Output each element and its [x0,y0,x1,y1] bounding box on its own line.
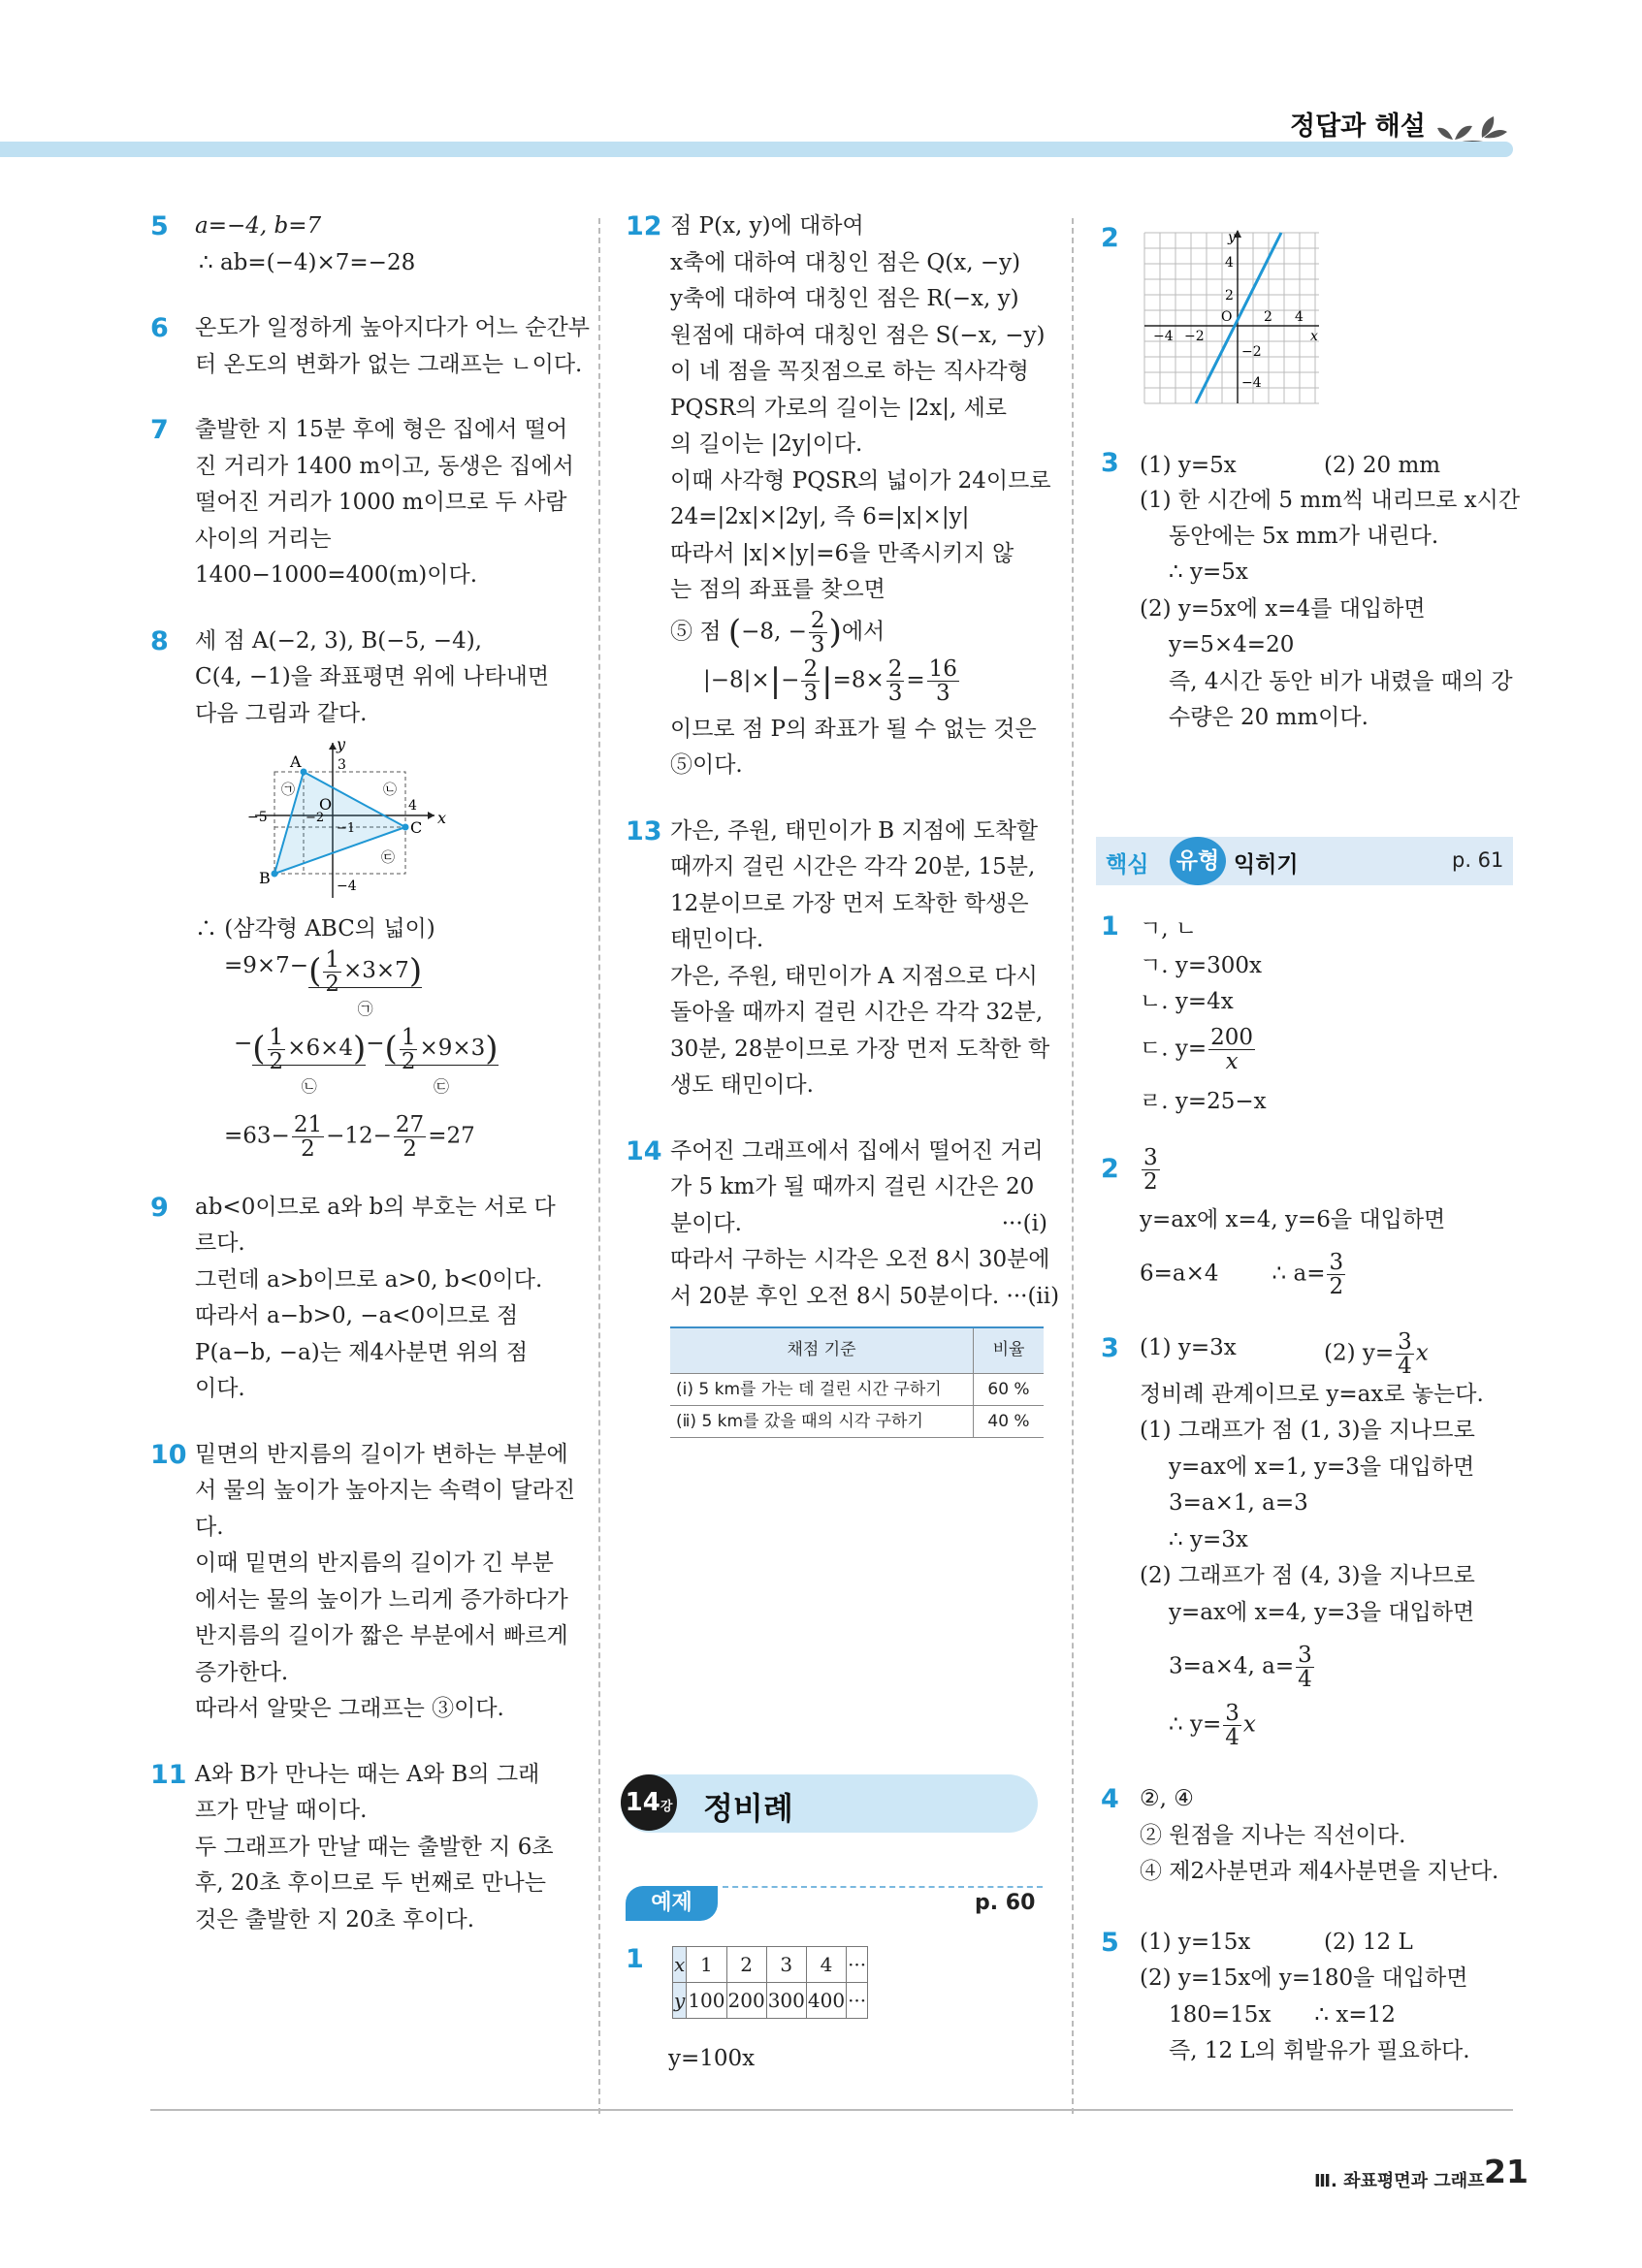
text-line: 이때 사각형 PQSR의 넓이가 24이므로 [670,467,1051,494]
frac-den: 3 [803,680,819,706]
text-line: 르다. [195,1230,245,1257]
text-line: (1) 그래프가 점 (1, 3)을 지나므로 [1140,1418,1475,1443]
text-line: ㄹ. y=25−x [1140,1089,1267,1114]
table-cell: 400 [806,1983,846,2019]
frac-den: 3 [810,631,825,657]
text-line: 점 P(x, y)에 대하여 [670,213,864,239]
answer-line: (1) y=15x [1140,1930,1251,1955]
frac-den: 4 [1225,1725,1240,1751]
frac-num: 3 [1225,1701,1240,1726]
expr: =8× [832,667,885,693]
tick-label: 4 [1295,309,1304,325]
tick-label: −1 [337,821,356,836]
text-line: 프가 만날 때이다. [195,1798,368,1824]
problem-9 [150,1190,577,1408]
table-row [670,1405,1044,1437]
tick-label: −5 [247,810,268,825]
problem-number: 6 [150,313,169,343]
answer-line: ㄱ, ㄴ [1140,916,1198,942]
text-line: PQSR의 가로의 길이는 |2x|, 세로 [670,395,1008,421]
header-title: 정답과 해설 [1290,112,1426,142]
text-line: 따라서 알맞은 그래프는 ③이다. [195,1696,504,1722]
text-line: 의 길이는 |2y|이다. [670,431,863,457]
frac-num: 1 [325,946,339,973]
text-line: ② 원점을 지나는 직선이다. [1140,1823,1406,1848]
math-line: ⑤ 점 (−8, − $\frac{2}{3}$ )에서 [670,607,885,657]
region-mark: ㉢ [381,850,395,866]
table-cell: ··· [847,1947,868,1983]
step-mark: ···(ⅰ) [1001,1210,1047,1236]
tick-label: −2 [1241,344,1262,360]
problem-number: 14 [626,1135,662,1166]
problem-number: 2 [1101,1154,1119,1184]
text-line: C(4, −1)을 좌표평면 위에 나타내면 [195,664,550,689]
example-page: p. 60 [975,1891,1036,1915]
expr: =9×7− [224,952,309,978]
expr: ×3×7 [343,958,409,984]
text-line: (2) y=5x에 x=4를 대입하면 [1140,596,1426,622]
area-line-1 [195,948,577,1026]
text-line: 출발한 지 15분 후에 형은 집에서 떨어 [195,417,568,442]
text-line: ∴ y=3x [1169,1527,1248,1552]
text-line: 가은, 주원, 태민이가 B 지점에 도착할 [670,817,1039,844]
text-line: 다음 그림과 같다. [195,700,368,726]
area-line-2 [195,1026,577,1103]
problem-number: 11 [150,1759,187,1790]
text-line: ⑤이다. [670,752,743,778]
problem-13 [626,814,1050,1104]
tick-label: −4 [1241,375,1262,391]
column-separator [598,218,600,2114]
table-cell: 100 [687,1983,726,2019]
frac-den: 2 [1143,1169,1158,1196]
text-line: 후, 20초 후이므로 두 번째로 만나는 [195,1870,546,1897]
problem-number: 4 [1101,1784,1119,1814]
problem-12 [626,208,1051,784]
problem-14 [626,1134,1060,1438]
expr: ×9×3 [419,1036,486,1062]
frac-num: 2 [803,655,819,682]
text-line: 이때 밑면의 반지름의 길이가 긴 부분 [195,1550,554,1577]
expr: − [781,667,800,693]
text-line: 즉, 12 L의 휘발유가 필요하다. [1169,2038,1470,2063]
region-mark: ㉡ [383,783,397,798]
text-line: ∴ (삼각형 ABC의 넓이) [195,916,435,942]
table-cell: 1 [687,1947,726,1983]
answer-line: (1) y=3x [1140,1335,1237,1360]
expr: ㄷ. y= [1140,1036,1207,1062]
expr: 3=a×4, a= [1169,1653,1295,1679]
tick-label: 3 [338,757,346,773]
table-header: 비율 [974,1327,1045,1373]
text-line: y축에 대하여 대칭인 점은 R(−x, y) [670,286,1019,311]
text-line: y=ax에 x=4, y=6을 대입하면 [1140,1207,1446,1232]
text-line: y=ax에 x=4, y=3을 대입하면 [1169,1600,1475,1625]
tick-label: −2 [306,811,325,825]
expr: −12− [326,1123,392,1149]
text-line: A와 B가 만나는 때는 A와 B의 그래 [195,1761,540,1787]
problem-11 [150,1757,577,1939]
tick-label: 4 [1225,255,1234,271]
text-line: 것은 출발한 지 20초 후이다. [195,1906,475,1933]
expr: x [1242,1711,1256,1738]
frac-den: 3 [887,680,903,706]
practice-banner [1096,837,1513,885]
problem-number: 13 [626,815,662,847]
section-banner [621,1774,1038,1833]
text-line: 진 거리가 1400 m이고, 동생은 집에서 [195,453,574,479]
banner-text: 익히기 [1234,852,1299,878]
table-cell: (ⅰ) 5 km를 가는 데 걸린 시간 구하기 [670,1373,974,1405]
origin-label: O [319,795,333,814]
header-bar [0,142,1513,157]
text-line [670,1206,1047,1243]
frac-den: 2 [402,1135,417,1162]
table-cell: (ⅱ) 5 km를 갔을 때의 시각 구하기 [670,1405,974,1437]
answer-line [1140,1146,1162,1194]
frac-num: 3 [1298,1643,1312,1668]
column-2 [626,208,1060,1467]
text-line: 수량은 20 mm이다. [1169,705,1368,730]
underbrace: ( $\frac{1}{2}$ ×6×4) ㉡ [252,1026,366,1101]
underbrace: ( $\frac{1}{2}$ ×9×3) ㉢ [385,1026,499,1101]
section-suffix: 강 [660,1800,673,1814]
text-line: 이므로 점 P의 좌표가 될 수 없는 것은 [670,716,1037,742]
expr: ∴ y= [1169,1711,1222,1738]
problem-7 [150,412,577,594]
text-line: y=5×4=20 [1169,632,1295,657]
expr: ×6×4 [287,1036,353,1062]
text-line: 즉, 4시간 동안 비가 내렸을 때의 강 [1169,669,1513,694]
frac-den: 2 [325,971,339,997]
text-line: 서 물의 높이가 높아지는 속력이 달라진 [195,1478,576,1504]
tick-label: −2 [1184,329,1205,344]
expr: ∴ a= [1272,1261,1326,1287]
frac-num: 16 [928,655,957,682]
text-line [1140,1251,1347,1298]
text-line: P(a−b, −a)는 제4사분면 위의 점 [195,1339,529,1365]
tick-label: 4 [408,798,417,814]
tick-label: 2 [1264,309,1272,325]
expr: 180=15x [1169,2002,1272,2028]
point-label-c: C [410,818,423,837]
text-line: 서 20분 후인 오전 8시 50분이다. ···(ⅱ) [670,1283,1060,1309]
problem-number: 3 [1101,448,1119,478]
text-line: 돌아올 때까지 걸린 시간은 각각 32분, [670,1000,1044,1025]
frac-num: 27 [395,1111,425,1137]
expr: 6=a×4 [1140,1261,1219,1287]
answer-line: (1) y=5x [1140,453,1237,478]
text-line: 때까지 걸린 시간은 각각 20분, 15분, [670,854,1036,879]
text-line [1169,1702,1256,1749]
problem-number: 9 [150,1192,169,1223]
footer-section: Ⅲ. 좌표평면과 그래프 [1314,2171,1485,2191]
problem-number: 5 [1101,1928,1119,1958]
answer-line [1324,1330,1429,1378]
axis-label-y: y [337,738,346,753]
table-cell: 300 [766,1983,806,2019]
brace-mark: ㉢ [434,1076,450,1096]
text-line: 따라서 a−b>0, −a<0이므로 점 [195,1303,519,1329]
axis-label-x: x [1310,329,1318,344]
text-line: 사이의 거리는 [195,526,332,552]
table-row [670,1373,1044,1405]
grading-table [670,1326,1044,1438]
text-line: 정비례 관계이므로 y=ax로 놓는다. [1140,1382,1484,1407]
region-mark: ㉠ [281,783,295,798]
table-cell: 60 % [974,1373,1045,1405]
section-number [621,1774,677,1831]
text-line: (1) 한 시간에 5 mm씩 내리므로 x시간 [1140,488,1521,513]
table-header: x [673,1947,687,1983]
text-line: 반지름의 길이가 짧은 부분에서 빠르게 [195,1623,568,1649]
column-1 [150,208,590,1967]
expr: =27 [428,1123,475,1149]
text-line [1140,1026,1257,1073]
example-divider [723,1886,1043,1888]
text-line: 세 점 A(−2, 3), B(−5, −4), [195,627,482,654]
banner-badge: 유형 [1170,837,1226,885]
frac-num: 2 [810,607,825,633]
frac-den: 2 [269,1048,284,1074]
banner-text: 핵심 [1106,852,1149,878]
banner-page: p. 61 [1452,848,1504,872]
text-line: 그런데 a>b이므로 a>0, b<0이다. [195,1266,543,1293]
frac-num: 1 [269,1024,284,1050]
problem-number: 3 [1101,1333,1119,1363]
expr: (2) y= [1324,1340,1395,1366]
expr: = [906,667,925,693]
frac-den: 3 [935,680,950,706]
text-line: 24=|2x|×|2y|, 즉 6=|x|×|y| [670,504,970,529]
text-line: 에서는 물의 높이가 느리게 증가하다가 [195,1586,568,1613]
text-line: 이다. [195,1376,245,1402]
text-line: ㄴ. y=4x [1140,989,1234,1014]
expr: x [1415,1340,1429,1366]
frac-den: 4 [1298,1667,1312,1693]
problem-5 [150,208,577,281]
point-label-b: B [259,869,271,887]
text-line: ④ 제2사분면과 제4사분면을 지난다. [1140,1859,1499,1884]
axis-label-x: x [437,809,447,827]
answer-line: ②, ④ [1140,1786,1194,1811]
text-line: 터 온도의 변화가 없는 그래프는 ㄴ이다. [195,351,583,377]
problem-number: 7 [150,415,169,445]
text-line: 가 5 km가 될 때까지 걸린 시간은 20 [670,1174,1035,1199]
text-line: 원점에 대하여 대칭인 점은 S(−x, −y) [670,322,1046,348]
frac-num: 3 [1398,1329,1412,1355]
table-cell: 40 % [974,1405,1045,1437]
example-tag: 예제 [626,1886,718,1921]
frac-num: 2 [887,655,903,682]
table-cell: 2 [726,1947,766,1983]
area-line-3 [195,1113,577,1161]
frac-den: 2 [301,1135,315,1162]
problem-number: 1 [626,1944,644,1974]
expr: =63− [224,1123,290,1149]
frac-num: 3 [1143,1145,1158,1170]
expr: − [366,1030,385,1056]
text-line: 다. [195,1514,224,1540]
answer-line: (2) 12 L [1324,1930,1413,1955]
text-line: 3=a×1, a=3 [1169,1490,1308,1516]
problem-number: 2 [1101,223,1119,253]
page-number: 21 [1484,2153,1529,2190]
problem-number: 12 [626,211,662,241]
text-line [1169,1644,1316,1691]
text-line: 가은, 주원, 태민이가 A 지점으로 다시 [670,963,1038,989]
text-line: ㄱ. y=300x [1140,953,1262,978]
axis-label-y: y [1228,230,1236,245]
brace-mark: ㉡ [301,1076,317,1096]
table-cell: 3 [766,1947,806,1983]
text-line: 생도 태민이다. [670,1072,814,1098]
answer-line: (2) 20 mm [1324,453,1441,478]
problem-number: 10 [150,1439,187,1470]
triangle-graph [236,738,459,908]
expr: |−8|× [703,667,770,693]
text-line: x축에 대하여 대칭인 점은 Q(x, −y) [670,249,1021,275]
table-row [673,1983,868,2019]
problem-6 [150,310,590,383]
text-line: y=ax에 x=1, y=3을 대입하면 [1169,1454,1475,1480]
section-title: 정비례 [703,1790,793,1827]
table-header: 채점 기준 [670,1327,974,1373]
frac-num: 3 [1329,1250,1344,1275]
tick-label: −4 [337,878,357,894]
problem-8 [150,623,577,1161]
tick-label: 2 [1225,288,1234,303]
underbrace: ( $\frac{1}{2}$ ×3×7) ㉠ [308,948,422,1023]
table-row [673,1947,868,1983]
text-line: 태민이다. [670,927,764,952]
brace-mark: ㉠ [357,999,373,1018]
table-cell: ··· [847,1983,868,2019]
section-num-text: 14 [625,1788,660,1817]
answer-line: ∴ ab=(−4)×7=−28 [199,249,416,275]
frac-den: 2 [401,1048,416,1074]
expr: − [234,1030,253,1056]
frac-den: 4 [1398,1354,1412,1380]
answer-line: y=100x [668,2046,756,2071]
origin-label: O [1221,309,1233,325]
column-separator [1072,218,1074,2114]
text-line: ∴ y=5x [1169,559,1248,585]
problem-number: 8 [150,625,169,656]
text-line: 는 점의 좌표를 찾으면 [670,577,885,602]
text-line: 동안에는 5x mm가 내린다. [1169,524,1439,549]
table-header: y [673,1983,687,2019]
table-cell: 4 [806,1947,846,1983]
text-line: 주어진 그래프에서 집에서 떨어진 거리 [670,1137,1044,1164]
point-label-a: A [290,752,302,771]
text-line: (2) 그래프가 점 (4, 3)을 지나므로 [1140,1563,1475,1588]
problem-number: 5 [150,211,169,241]
text-line: 따라서 |x|×|y|=6을 만족시키지 않 [670,540,1014,566]
text-line [1169,1997,1396,2034]
text-line: 1400−1000=400(m)이다. [195,562,478,588]
line-graph [1140,228,1324,412]
frac-den: x [1225,1049,1239,1075]
expr: −8, − [741,619,807,645]
text-line: 이 네 점을 꼭짓점으로 하는 직사각형 [670,359,1029,384]
frac-num: 21 [293,1111,323,1137]
text-line: 밑면의 반지름의 길이가 변하는 부분에 [195,1441,568,1467]
table-cell: 200 [726,1983,766,2019]
footer-rule [150,2109,1513,2111]
text-line: ab<0이므로 a와 b의 부호는 서로 다 [195,1194,556,1220]
expr: 에서 [841,619,885,645]
tick-label: −4 [1153,329,1174,344]
answer-line: a=−4, b=7 [195,213,322,239]
text-line: 증가한다. [195,1659,289,1685]
text-line: 떨어진 거리가 1000 m이므로 두 사람 [195,490,567,515]
xy-table [672,1946,868,2019]
frac-den: 2 [1329,1274,1344,1300]
math-line: |−8|×|− $\frac{2}{3}$ |=8× $\frac{2}{3}$ = $\frac{16}{3}$ [703,655,957,706]
text: 분이다. [670,1210,742,1236]
frac-num: 200 [1210,1025,1254,1050]
expr: ⑤ 점 [670,619,722,645]
frac-num: 1 [401,1024,416,1050]
problem-10 [150,1437,577,1728]
text-line: 30분, 28분이므로 가장 먼저 도착한 학 [670,1036,1050,1062]
text-line: 두 그래프가 만날 때는 출발한 지 6초 [195,1834,554,1860]
text-line: 온도가 일정하게 높아지다가 어느 순간부 [195,315,590,340]
text-line: 따라서 구하는 시각은 오전 8시 30분에 [670,1247,1050,1272]
problem-number: 1 [1101,911,1119,942]
text-line: 12분이므로 가장 먼저 도착한 학생은 [670,890,1029,916]
expr: ∴ x=12 [1314,2002,1396,2028]
text-line: (2) y=15x에 y=180을 대입하면 [1140,1965,1468,1991]
